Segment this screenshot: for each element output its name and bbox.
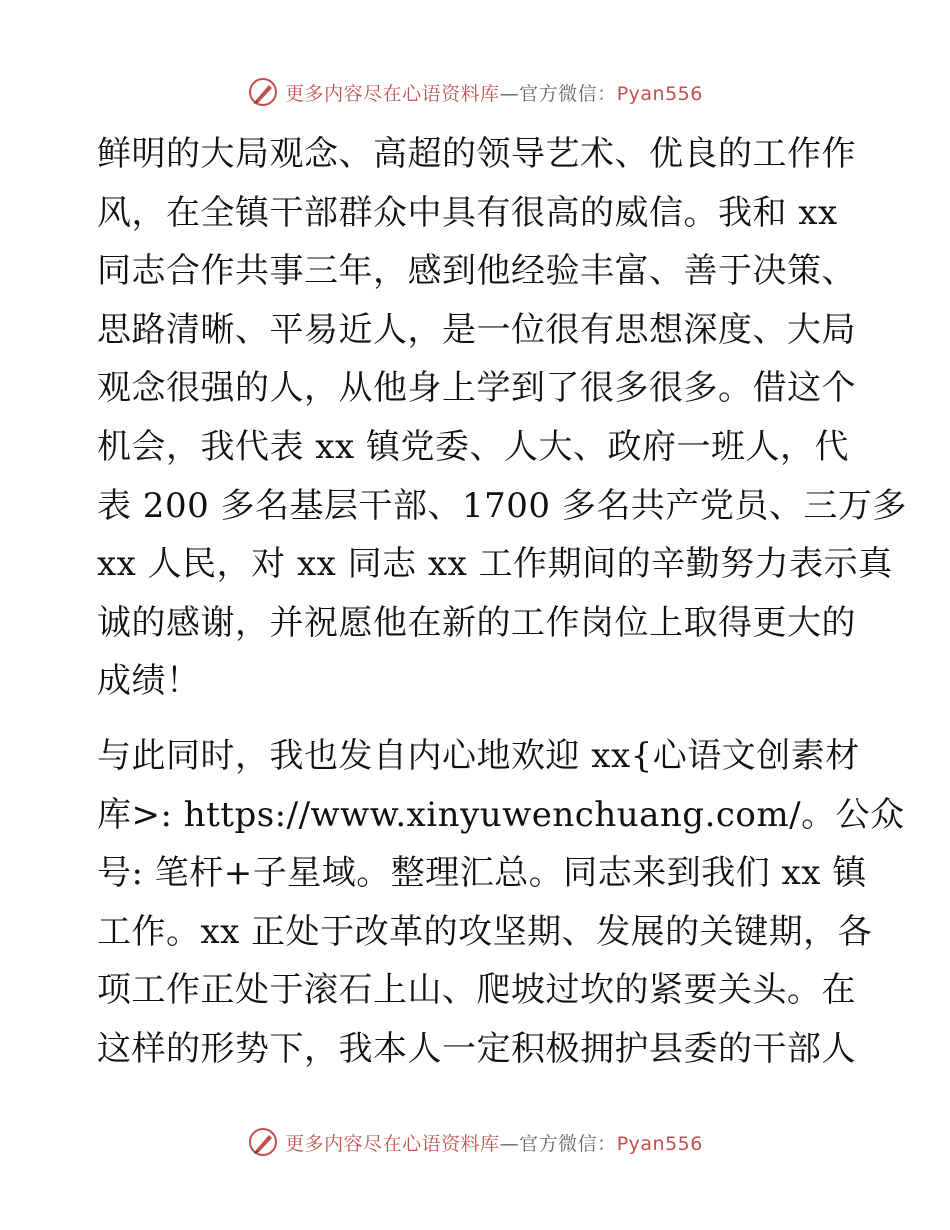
- text-line: xx 人民，对 xx 同志 xx 工作期间的辛勤努力表示真: [97, 544, 893, 585]
- text-line: 号: 笔杆+子星域。整理汇总。同志来到我们 xx 镇: [97, 853, 867, 894]
- text-line: 思路清晰、平易近人，是一位很有思想深度、大局: [97, 309, 856, 350]
- footer-banner: [0, 1122, 950, 1162]
- text-line: 诚的感谢，并祝愿他在新的工作岗位上取得更大的: [97, 602, 856, 643]
- text-line: 库>: https://www.xinyuwenchuang.com/。公众: [97, 794, 905, 835]
- header-library-text: 更多内容尽在心语资料库: [285, 82, 500, 105]
- text-line: 鲜明的大局观念、高超的领导艺术、优良的工作作: [97, 134, 856, 174]
- text-line: 机会，我代表 xx 镇党委、人大、政府一班人，代: [97, 426, 849, 467]
- text-line: 同志合作共事三年，感到他经验丰富、善于决策、: [97, 251, 856, 292]
- paragraph-2: [97, 727, 905, 1079]
- paragraph-gap: [97, 711, 862, 727]
- paragraph-1: [97, 125, 907, 711]
- footer-wechat-label: 官方微信：: [519, 1132, 617, 1155]
- document-body: [97, 125, 907, 1079]
- header-wechat-id: Pyan556: [616, 82, 703, 105]
- footer-library-text: 更多内容尽在心语资料库: [285, 1132, 500, 1155]
- text-line: 项工作正处于滚石上山、爬坡过坎的紧要关头。在: [97, 970, 856, 1011]
- header-separator: —: [499, 82, 520, 105]
- text-line: 观念很强的人，从他身上学到了很多很多。借这个: [97, 368, 856, 409]
- pen-logo-icon: [247, 1126, 279, 1158]
- pen-logo-icon: [247, 76, 279, 108]
- text-line: 风，在全镇干部群众中具有很高的威信。我和 xx: [97, 192, 838, 233]
- text-line: 与此同时，我也发自内心地欢迎 xx{心语文创素材: [97, 735, 860, 776]
- header-banner: [0, 72, 950, 112]
- text-line: 成绩！: [97, 661, 201, 702]
- text-line: 工作。xx 正处于改革的攻坚期、发展的关键期，各: [97, 911, 873, 952]
- footer-text: [285, 1129, 703, 1156]
- footer-wechat-id: Pyan556: [616, 1132, 703, 1155]
- header-wechat-label: 官方微信：: [519, 82, 617, 105]
- text-line: 表 200 多名基层干部、1700 多名共产党员、三万多: [97, 485, 907, 526]
- footer-separator: —: [499, 1132, 520, 1155]
- text-line: 这样的形势下，我本人一定积极拥护县委的干部人: [97, 1028, 856, 1069]
- header-text: [285, 79, 703, 106]
